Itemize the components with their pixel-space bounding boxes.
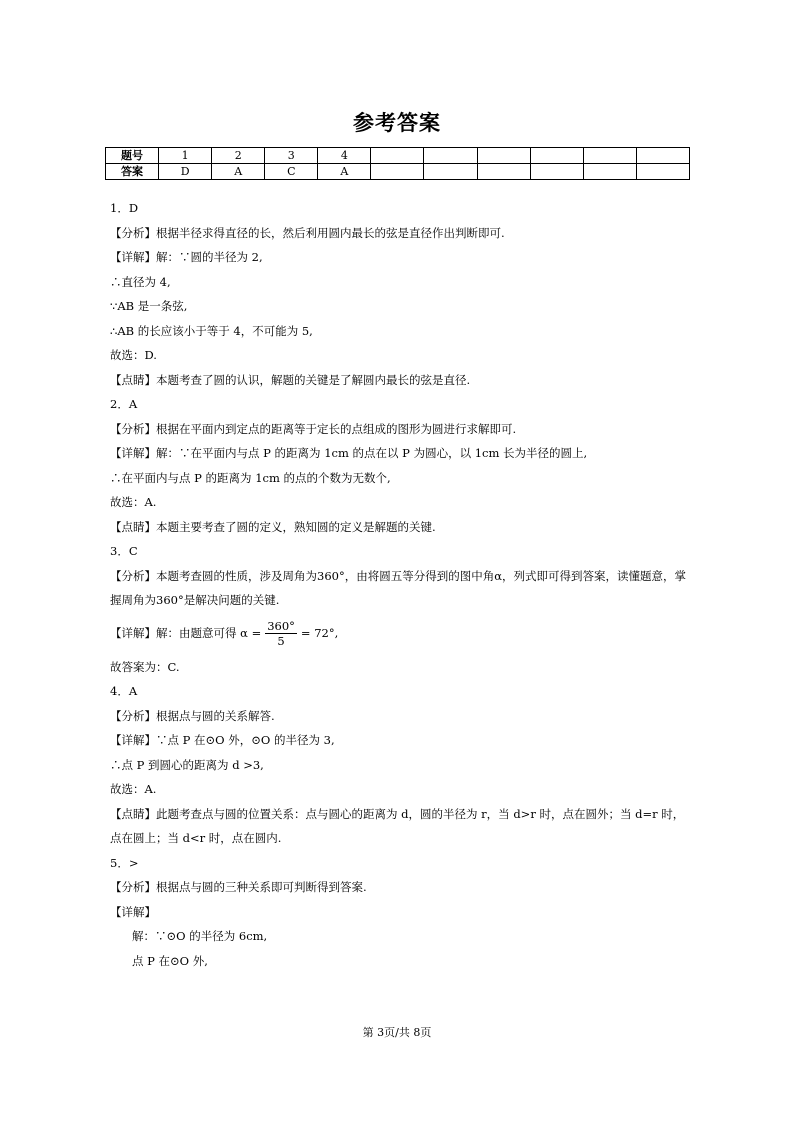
table-cell: A [318,164,371,180]
answer-row [106,164,690,180]
table-cell: C [265,164,318,180]
detail-line: ∴AB 的长应该小于等于 4，不可能为 5, [110,323,313,338]
answer-line-4: 4．A [110,684,138,698]
analysis-line: 【分析】根据点与圆的关系解答. [110,708,275,723]
detail-line: ∵AB 是一条弦, [110,299,188,313]
table-cell [530,148,583,164]
comment-line: 【点睛】本题考查了圆的认识，解题的关键是了解圆内最长的弦是直径. [110,372,471,387]
table-cell [477,148,530,164]
table-cell: 4 [318,148,371,164]
formula-suffix: = 72°, [300,626,339,641]
number-header: 题号 [106,148,159,164]
number-row [106,148,690,164]
choice-line: 故答案为：C. [110,659,180,674]
table-cell [424,164,477,180]
page-title: 参考答案 [353,111,441,135]
table-cell [424,148,477,164]
answer-table [105,147,690,180]
choice-line: 故选：D. [110,348,157,362]
table-cell: 3 [265,148,318,164]
fraction [265,619,297,648]
analysis-line: 【分析】根据在平面内到定点的距离等于定长的点组成的图形为圆进行求解即可. [110,421,517,436]
page-footer: 第 3页/共 8页 [362,1026,432,1039]
table-cell [530,164,583,180]
detail-line: 【详解】解：∵在平面内与点 P 的距离为 1cm 的点在以 P 为圆心，以 1cm 长为半径的圆上, [110,446,588,460]
choice-line: 故选：A. [110,782,157,796]
choice-line: 故选：A. [110,495,157,509]
detail-line: 【详解】解：∵圆的半径为 2, [110,250,263,264]
detail-line: 解：∵⊙O 的半径为 6cm, [132,929,268,943]
table-cell: A [212,164,265,180]
analysis-line: 【分析】根据点与圆的三种关系即可判断得到答案. [110,880,367,894]
detail-line: ∴点 P 到圆心的距离为 d >3, [110,757,264,772]
table-cell [636,164,689,180]
table-cell [477,164,530,180]
formula-line [110,613,690,655]
analysis-line: 【分析】本题考查圆的性质，涉及周角为360°，由将圆五等分得到的图中角α，列式即可得到答案，读懂题意，掌握周角为360°是解决问题的关键. [110,568,686,607]
solution-body [110,196,690,973]
answer-line-2: 2．A [110,397,138,411]
answer-line-5: 5．> [110,855,139,870]
table-cell: 2 [212,148,265,164]
comment-line: 【点睛】本题主要考查了圆的定义，熟知圆的定义是解题的关键. [110,519,436,534]
formula-prefix: 【详解】解：由题意可得 α = [110,626,262,641]
analysis-line: 【分析】根据半径求得直径的长，然后利用圆内最长的弦是直径作出判断即可. [110,225,505,240]
table-cell: 1 [159,148,212,164]
table-cell [636,148,689,164]
detail-heading: 【详解】 [110,904,156,919]
answer-header: 答案 [106,164,159,180]
detail-line: ∴直径为 4, [110,274,171,289]
table-cell [583,164,636,180]
fraction-denominator: 5 [277,634,285,648]
table-cell [371,164,424,180]
comment-line: 【点睛】此题考查点与圆的位置关系：点与圆心的距离为 d，圆的半径为 r，当 d>r 时，点在圆外；当 d=r 时，点在圆上；当 d<r 时，点在圆内. [110,806,685,845]
table-cell: D [159,164,212,180]
table-cell [371,148,424,164]
answer-line-1: 1．D [110,201,139,215]
table-cell [583,148,636,164]
detail-line: 【详解】∵点 P 在⊙O 外，⊙O 的半径为 3, [110,733,335,747]
answer-line-3: 3．C [110,544,138,558]
fraction-numerator: 360° [267,619,295,633]
detail-line: 点 P 在⊙O 外, [132,953,208,968]
detail-line: ∴在平面内与点 P 的距离为 1cm 的点的个数为无数个, [110,470,391,485]
